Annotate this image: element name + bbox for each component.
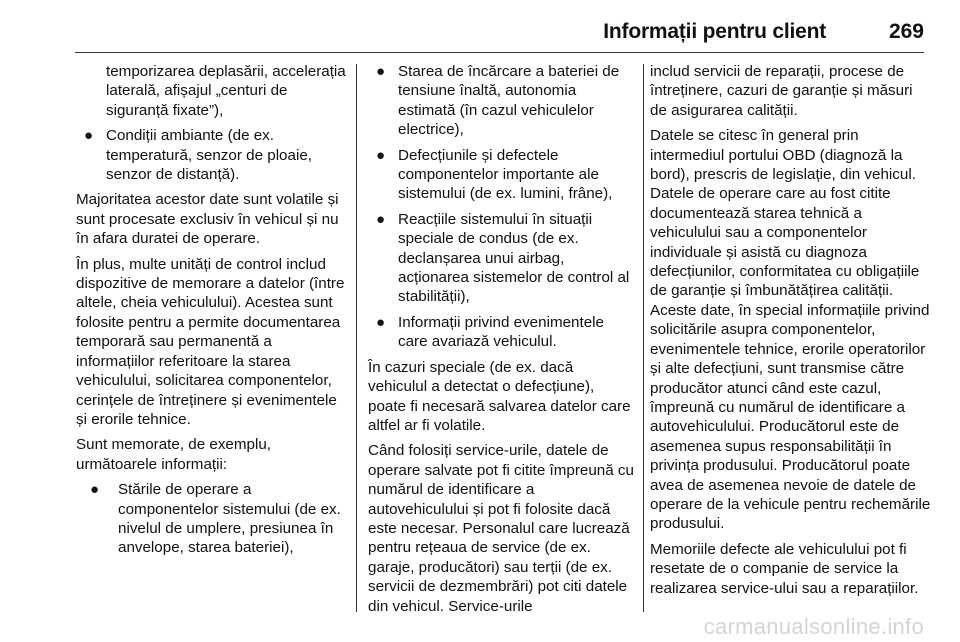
bullet-text: Defecțiunile și defectele componentelor importante ale sistemului (de ex. lumini, frâne),	[398, 146, 613, 203]
bullet-icon: ●	[376, 210, 386, 228]
paragraph: Datele se citesc în general prin intermediul portului OBD (diagnoză la bord), prescris de legislație, din vehicul. Datele de operare care au fost citite documentează starea tehnică a vehiculului sau a componentelor individuale și asistă cu diagnoza defecțiunilor, conformitatea cu obligațiile de garanție și îmbunătățirea calității. Aceste date, în special informațiile privind solicitările asupra componentelor, evenimentele tehnice, erorile operatorilor și alte defecțiuni, sunt transmise către producător atunci când este cazul, împreună cu numărul de identificare a autovehiculului. Producătorul este de asemenea supus responsabilității în privința produsului. Producătorul poate avea de asemenea nevoie de datele de operare de la vehicule pentru rechemările produsului.	[650, 127, 931, 533]
bullet-text: Condiții ambiante (de ex. temperatură, senzor de ploaie, senzor de distanță).	[106, 127, 312, 184]
column-2	[368, 62, 636, 622]
column-divider	[643, 64, 644, 612]
bullet-icon: ●	[376, 313, 386, 331]
bullet-item	[368, 62, 636, 140]
paragraph: Memoriile defecte ale vehiculului pot fi resetate de o companie de service la realizarea service-ului sau a reparațiilor.	[650, 540, 919, 597]
watermark: carmanualsonline.info	[703, 614, 924, 639]
bullet-icon: ●	[376, 63, 386, 80]
column-1	[76, 62, 348, 564]
column-divider	[356, 64, 357, 612]
paragraph: includ servicii de reparații, procese de întreținere, cazuri de garanție și măsuri de asigurarea calității.	[650, 63, 913, 119]
bullet-icon: ●	[376, 146, 386, 164]
paragraph: În cazuri speciale (de ex. dacă vehiculul a detectat o defecțiune), poate fi necesară salvarea datelor care altfel ar fi volatile.	[368, 358, 631, 434]
bullet-continuation: temporizarea deplasării, accelerația laterală, afișajul „centuri de siguranță fixate”),	[106, 63, 346, 119]
bullet-item	[368, 210, 636, 307]
page-number: 269	[888, 20, 924, 43]
bullet-text: Reacțiile sistemului în situații speciale de condus (de ex. declanșarea unui airbag, acționarea sistemelor de control al stabilității),	[398, 210, 630, 306]
page-title: Informații pentru client	[603, 20, 826, 43]
bullet-item	[76, 126, 348, 184]
bullet-icon: ●	[84, 127, 94, 145]
bullet-icon: ●	[90, 481, 100, 499]
paragraph: Sunt memorate, de exemplu, următoarele informații:	[76, 436, 272, 473]
bullet-text: Starea de încărcare a bateriei de tensiune înaltă, autonomia estimată (în cazul vehiculelor electrice),	[398, 63, 620, 139]
column-3	[650, 62, 932, 604]
paragraph: Când folosiți service-urile, datele de operare salvate pot fi citite împreună cu numărul de identificare a autovehiculului și pot fi folosite dacă este necesar. Personalul care lucrează pentru rețeaua de service (de ex. garaje, producători) sau terții (de ex. servicii de dezmembrări) pot citi datele din vehicul. Service-urile	[368, 442, 634, 615]
paragraph: În plus, multe unități de control includ dispozitive de memorare a datelor (între altele, cheia vehiculului). Acestea sunt folosite pentru a permite documentarea temporară sau permanentă a informațiilor referitoare la starea vehiculului, solicitarea componentelor, cerințele de întreținere și evenimentele și erorile tehnice.	[76, 255, 345, 428]
bullet-item	[368, 313, 636, 352]
bullet-text: Stările de operare a componentelor sistemului (de ex. nivelul de umplere, presiunea în anvelope, starea bateriei),	[118, 481, 341, 557]
bullet-item	[368, 146, 636, 204]
bullet-text: Informații privind evenimentele care avariază vehiculul.	[398, 313, 604, 351]
page-header	[75, 0, 924, 53]
paragraph: Majoritatea acestor date sunt volatile și sunt procesate exclusiv în vehicul și nu în afara duratei de operare.	[76, 191, 339, 248]
bullet-item	[88, 480, 348, 558]
